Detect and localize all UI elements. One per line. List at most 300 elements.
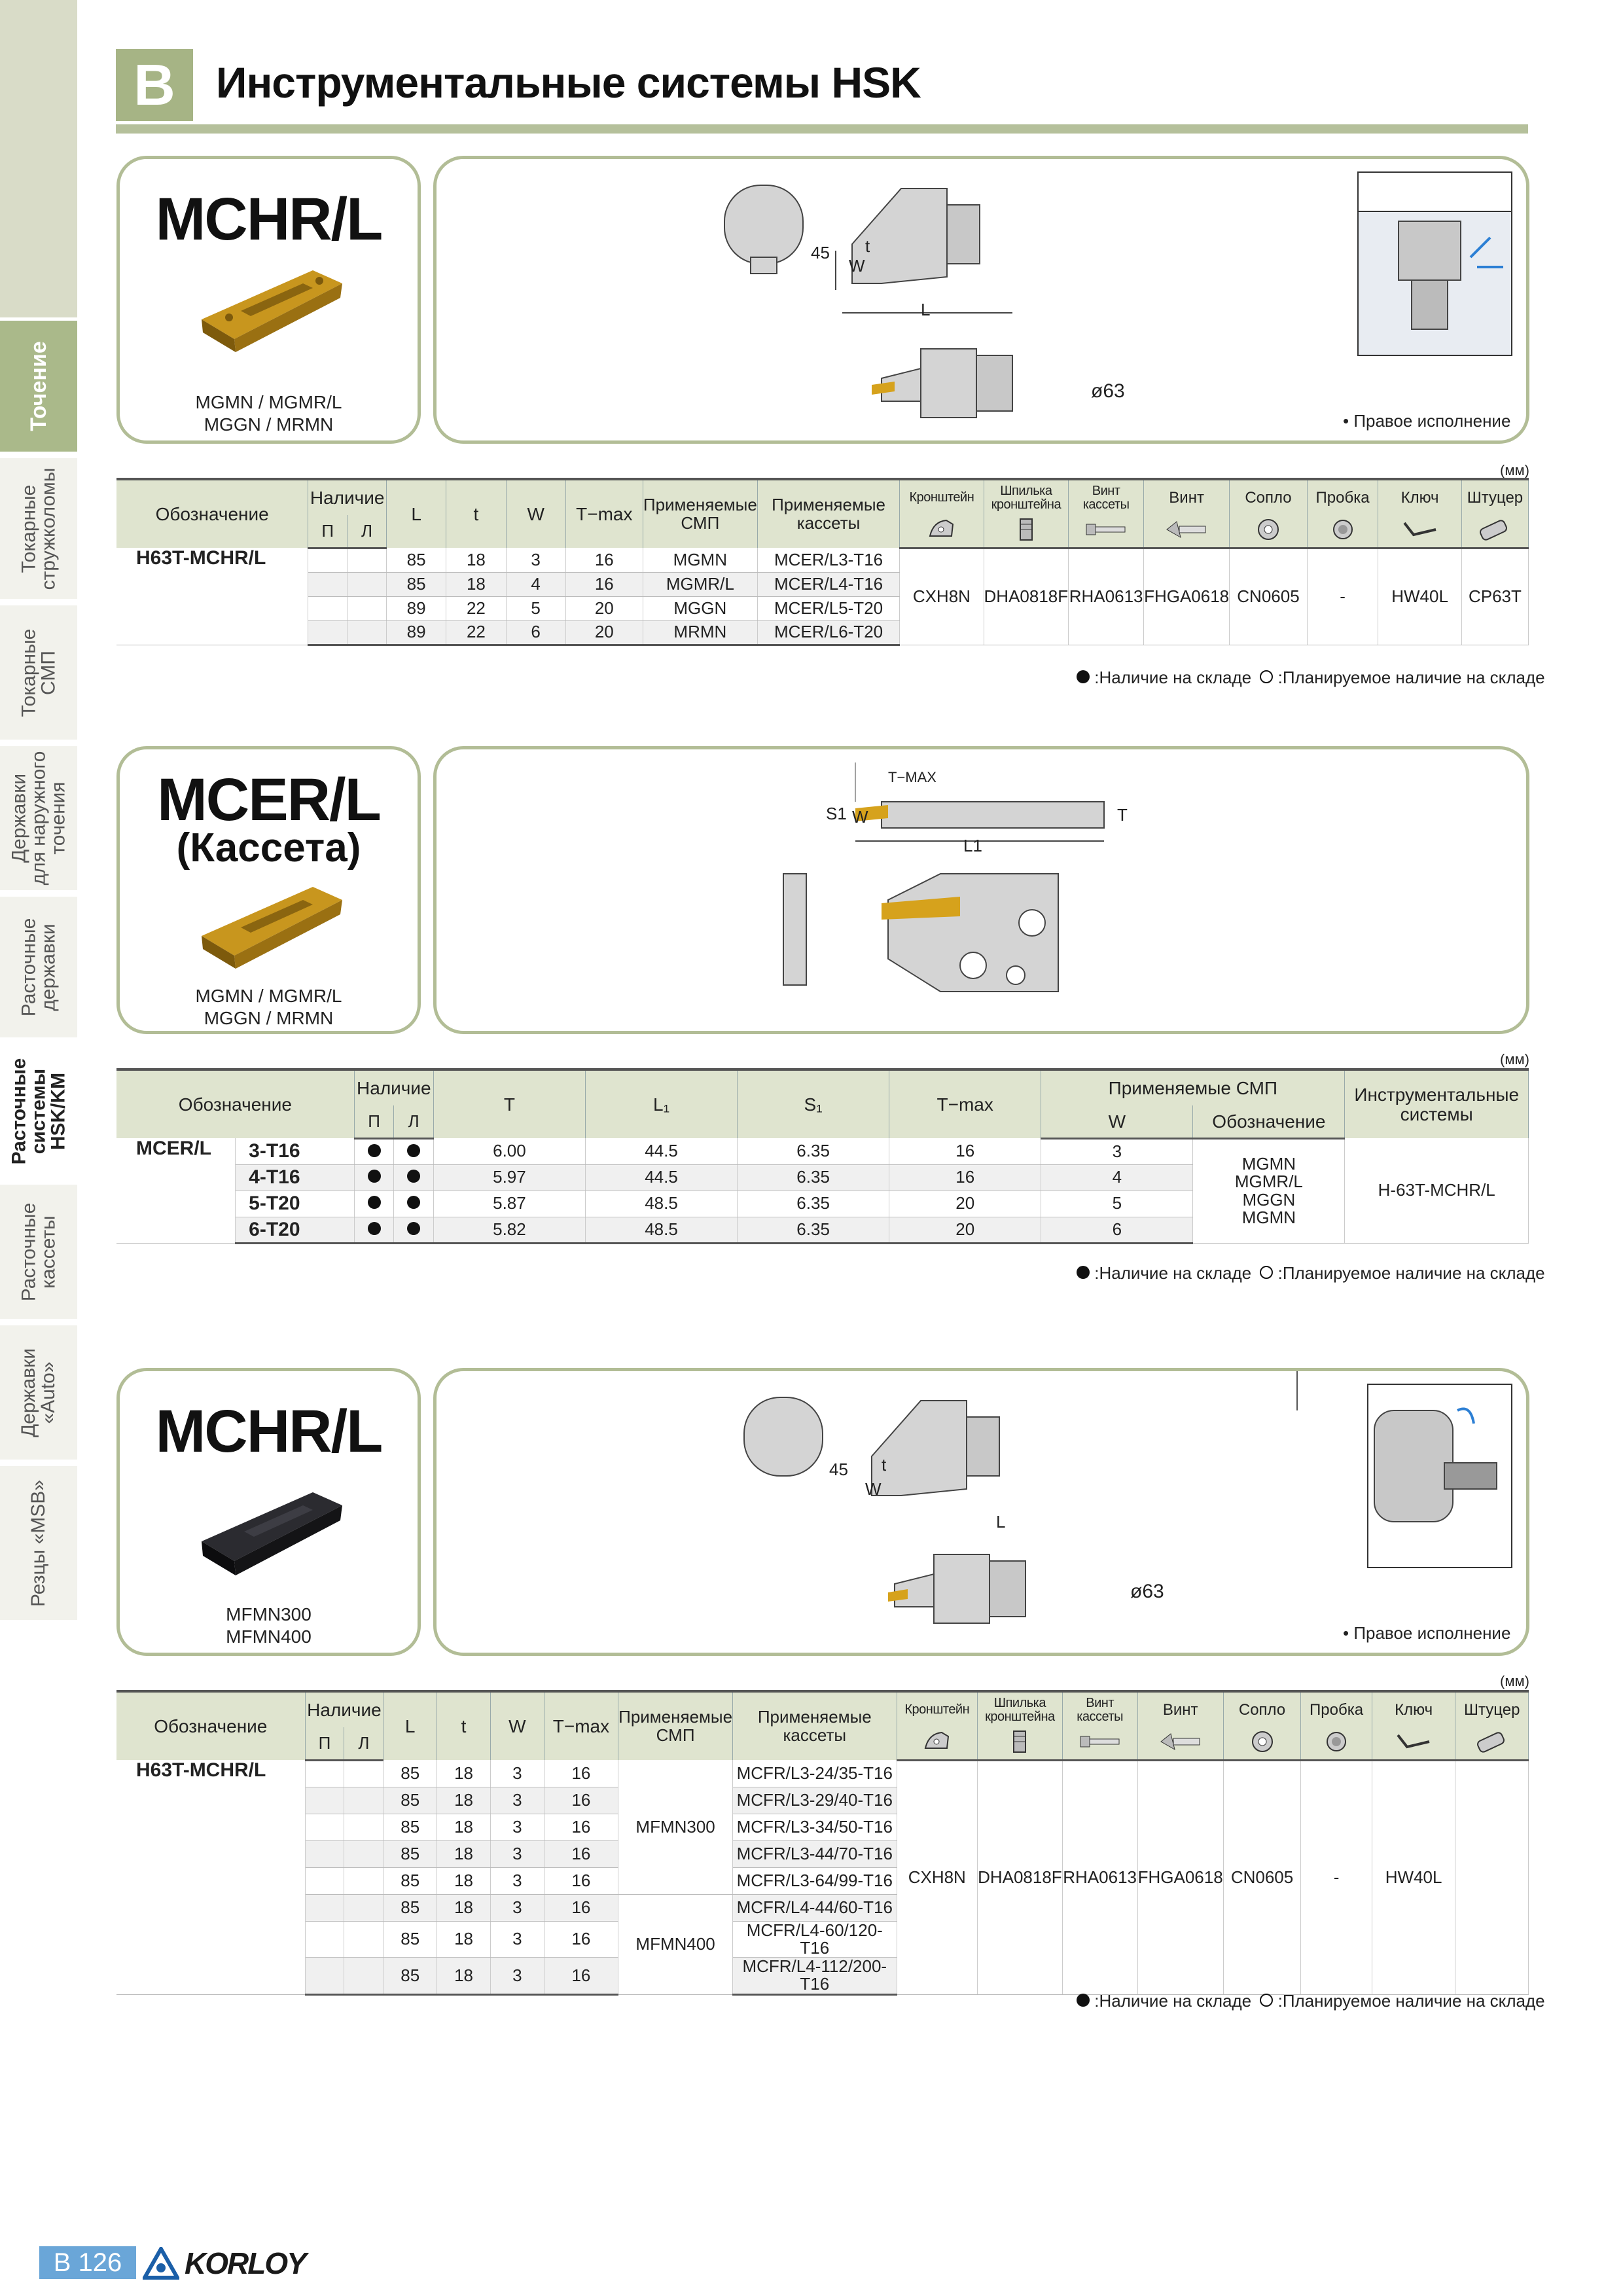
cell-cassette: MCER/L6-T20	[757, 620, 899, 645]
stud-icon	[984, 515, 1069, 548]
col-avail-p: П	[354, 1105, 394, 1138]
in-stock-icon	[407, 1222, 420, 1235]
avail-p-cell	[305, 1787, 344, 1814]
plug-icon	[1301, 1727, 1372, 1760]
cell-smp: MRMN	[643, 620, 757, 645]
col-availability: Наличие	[308, 479, 387, 515]
dim-diameter: ø63	[1130, 1581, 1164, 1602]
stock-legend	[1077, 1991, 1545, 2011]
cell-W: 4	[1041, 1164, 1193, 1191]
cell-cassette: MCFR/L3-34/50-T16	[733, 1814, 897, 1840]
key-icon	[1372, 1727, 1455, 1760]
dim-s1: S1	[826, 804, 847, 823]
avail-l-cell	[348, 620, 387, 645]
sidebar-item-label: Державки для наружного точения	[8, 751, 69, 886]
col-avail-p: П	[308, 515, 348, 548]
col-w: W	[1041, 1105, 1193, 1138]
product-name: MCHR/L	[155, 1398, 382, 1465]
avail-l-cell	[344, 1787, 383, 1814]
page-title: Инструментальные системы HSK	[216, 58, 921, 107]
tool-drawing	[437, 1371, 1526, 1653]
product-name: MCER/L	[157, 766, 380, 833]
availability-cell	[354, 1217, 394, 1243]
dim-l: L	[921, 300, 931, 319]
cell-W: 3	[490, 1787, 544, 1814]
in-stock-icon	[368, 1144, 381, 1157]
cell-L: 85	[383, 1840, 437, 1867]
cell-T: 6.00	[433, 1138, 585, 1164]
cell-tmax: 16	[544, 1787, 618, 1814]
part-screw: FHGA0618	[1144, 548, 1230, 645]
product-card-mchr	[116, 156, 421, 444]
part-plug: -	[1307, 548, 1378, 645]
nozzle-icon	[1223, 1727, 1301, 1760]
cell-code: 3-T16	[236, 1138, 355, 1164]
dim-t: T	[1117, 805, 1128, 825]
col-t: t	[446, 479, 506, 548]
legend-planned: :Планируемое наличие на складе	[1277, 1263, 1545, 1283]
in-stock-icon	[407, 1170, 420, 1183]
cell-S1: 6.35	[738, 1191, 889, 1217]
col-screw: Винт	[1137, 1691, 1223, 1727]
cell-t: 18	[437, 1867, 491, 1894]
avail-l-cell	[344, 1867, 383, 1894]
insert-caption-line: MGMN / MGMR/L	[195, 392, 342, 412]
col-S1: S₁	[738, 1069, 889, 1138]
designation-cell: H63T-MCHR/L	[116, 1760, 305, 1994]
avail-l-cell	[344, 1840, 383, 1867]
legend-planned: :Планируемое наличие на складе	[1277, 1991, 1545, 2011]
fitting-icon	[1461, 515, 1528, 548]
section-badge: B	[116, 49, 193, 121]
col-key: Ключ	[1372, 1691, 1455, 1727]
col-cassette-screw: Винт кассеты	[1069, 479, 1144, 515]
sidebar-item-7[interactable]	[0, 1466, 77, 1623]
sidebar-item-5[interactable]	[0, 1185, 77, 1322]
avail-p-cell	[308, 548, 348, 572]
side-navigation	[0, 0, 77, 1623]
col-fitting: Штуцер	[1455, 1691, 1529, 1727]
insert-caption-line: MFMN400	[226, 1626, 312, 1647]
insert-image-dark	[188, 1476, 352, 1581]
drawing-panel-mchr-2	[433, 1368, 1529, 1656]
cell-tmax: 16	[544, 1958, 618, 1995]
cell-S1: 6.35	[738, 1217, 889, 1243]
avail-p-cell	[305, 1867, 344, 1894]
dim-w: W	[849, 256, 865, 276]
product-card-mcer	[116, 746, 421, 1034]
dim-t: t	[882, 1455, 887, 1475]
cell-S1: 6.35	[738, 1164, 889, 1191]
availability-cell	[354, 1138, 394, 1164]
in-stock-icon	[407, 1144, 420, 1157]
availability-cell	[354, 1191, 394, 1217]
cell-T: 5.97	[433, 1164, 585, 1191]
insert-caption-line: MGGN / MRMN	[204, 414, 334, 435]
cell-cassette: MCFR/L4-112/200-T16	[733, 1958, 897, 1995]
product-name: MCHR/L	[155, 186, 382, 253]
col-bracket: Кронштейн	[897, 1691, 978, 1727]
insert-caption	[120, 985, 418, 1030]
part-key: HW40L	[1378, 548, 1462, 645]
part-stud: DHA0818F	[984, 548, 1069, 645]
cell-L: 85	[383, 1787, 437, 1814]
cell-L1: 44.5	[585, 1164, 737, 1191]
avail-p-cell	[305, 1814, 344, 1840]
right-hand-note: • Правое исполнение	[1343, 1623, 1511, 1643]
part-cassette_screw: RHA0613	[1062, 1760, 1137, 1994]
avail-l-cell	[344, 1760, 383, 1787]
cell-W: 3	[490, 1814, 544, 1840]
cell-code: 4-T16	[236, 1164, 355, 1191]
stud-icon	[978, 1727, 1063, 1760]
page-number: B 126	[39, 2246, 136, 2279]
bracket-icon	[900, 515, 984, 548]
in-stock-icon	[1077, 1994, 1090, 2007]
cell-tmax: 16	[565, 548, 643, 572]
cell-cassette: MCER/L3-T16	[757, 548, 899, 572]
cell-L: 85	[383, 1921, 437, 1958]
cell-tmax: 20	[889, 1191, 1041, 1217]
avail-p-cell	[305, 1760, 344, 1787]
cell-L: 85	[383, 1814, 437, 1840]
korloy-logo-icon	[143, 2247, 179, 2280]
col-cassettes: Применяемые кассеты	[733, 1691, 897, 1760]
cell-T: 5.87	[433, 1191, 585, 1217]
screw-icon	[1062, 1727, 1137, 1760]
avail-l-cell	[344, 1894, 383, 1921]
cell-tmax: 20	[565, 620, 643, 645]
sidebar-item-0[interactable]	[0, 458, 77, 602]
header-rule	[116, 124, 1528, 134]
availability-cell	[394, 1138, 434, 1164]
cell-code: 5-T20	[236, 1191, 355, 1217]
cell-t: 18	[446, 572, 506, 596]
sidebar-item-3[interactable]	[0, 897, 77, 1041]
insert-image-gold	[188, 257, 352, 355]
cell-L: 85	[383, 1958, 437, 1995]
cell-W: 3	[490, 1921, 544, 1958]
cell-W: 3	[490, 1760, 544, 1787]
availability-cell	[394, 1217, 434, 1243]
legend-in-stock: :Наличие на складе	[1094, 668, 1252, 687]
sidebar-item-label: Расточные системы HSK/KM	[8, 1058, 69, 1164]
col-avail-l: Л	[394, 1105, 434, 1138]
cell-L: 85	[386, 572, 446, 596]
cell-L: 85	[383, 1867, 437, 1894]
insert-caption-line: MGMN / MGMR/L	[195, 986, 342, 1006]
col-avail-l: Л	[344, 1727, 383, 1760]
dim-w: W	[865, 1479, 882, 1499]
smp-name: MGGN	[1242, 1189, 1296, 1210]
insert-caption	[120, 391, 418, 436]
cell-W: 5	[506, 596, 565, 620]
col-tmax: T−max	[889, 1069, 1041, 1138]
cell-cassette: MCFR/L4-60/120-T16	[733, 1921, 897, 1958]
cell-tmax: 16	[565, 572, 643, 596]
col-L: L	[386, 479, 446, 548]
cell-tmax: 16	[544, 1921, 618, 1958]
nozzle-icon	[1230, 515, 1308, 548]
cell-tmax: 16	[544, 1867, 618, 1894]
in-stock-icon	[1077, 670, 1090, 683]
smp-group: MFMN400	[618, 1894, 733, 1994]
availability-cell	[394, 1164, 434, 1191]
col-T: T	[433, 1069, 585, 1138]
cell-t: 18	[437, 1814, 491, 1840]
col-smp: Применяемые СМП	[618, 1691, 733, 1760]
cell-L: 85	[383, 1760, 437, 1787]
availability-cell	[394, 1191, 434, 1217]
insert-caption-line: MFMN300	[226, 1604, 312, 1624]
legend-in-stock: :Наличие на складе	[1094, 1263, 1252, 1283]
insert-caption	[120, 1604, 418, 1648]
cell-cassette: MCFR/L3-29/40-T16	[733, 1787, 897, 1814]
smp-group: MFMN300	[618, 1760, 733, 1894]
col-stud: Шпилька кронштейна	[984, 479, 1069, 515]
table-row	[116, 1138, 1529, 1164]
sidebar-item-label: Державки «Auto»	[18, 1348, 60, 1437]
sidebar-item-label: Расточные державки	[18, 918, 60, 1016]
smp-name: MGMR/L	[1234, 1172, 1303, 1192]
part-screw: FHGA0618	[1137, 1760, 1223, 1994]
in-stock-icon	[1077, 1266, 1090, 1279]
table-row	[116, 548, 1529, 572]
bracket-icon	[897, 1727, 978, 1760]
cell-t: 18	[437, 1894, 491, 1921]
cell-W: 6	[506, 620, 565, 645]
avail-p-cell	[305, 1958, 344, 1995]
cell-t: 22	[446, 620, 506, 645]
bolt-icon	[1144, 515, 1230, 548]
cell-W: 3	[490, 1958, 544, 1995]
avail-l-cell	[344, 1814, 383, 1840]
smp-names-cell	[1193, 1138, 1345, 1243]
cell-L: 85	[386, 548, 446, 572]
avail-p-cell	[308, 620, 348, 645]
dim-l1: L1	[963, 836, 982, 855]
cell-tmax: 20	[889, 1217, 1041, 1243]
avail-l-cell	[348, 572, 387, 596]
cell-W: 3	[490, 1867, 544, 1894]
cell-t: 18	[437, 1840, 491, 1867]
sidebar-item-label: Токарные стружколомы	[18, 467, 60, 590]
cell-tmax: 16	[889, 1138, 1041, 1164]
cell-t: 18	[437, 1760, 491, 1787]
col-fitting: Штуцер	[1461, 479, 1528, 515]
sidebar-item-2[interactable]	[0, 746, 77, 893]
insert-image-gold	[188, 874, 352, 972]
cell-smp: MGMN	[643, 548, 757, 572]
cell-cassette: MCER/L4-T16	[757, 572, 899, 596]
insert-caption-line: MGGN / MRMN	[204, 1008, 334, 1028]
bolt-icon	[1137, 1727, 1223, 1760]
unit-label: (мм)	[1500, 462, 1529, 478]
col-cassette-screw: Винт кассеты	[1062, 1691, 1137, 1727]
col-nozzle: Сопло	[1223, 1691, 1301, 1727]
part-nozzle: CN0605	[1230, 548, 1308, 645]
dim-45: 45	[829, 1460, 848, 1479]
smp-name: MGMN	[1241, 1153, 1296, 1174]
col-avail-p: П	[305, 1727, 344, 1760]
cell-tmax: 16	[544, 1894, 618, 1921]
cell-W: 3	[490, 1840, 544, 1867]
avail-l-cell	[344, 1921, 383, 1958]
spec-table-mchr	[116, 478, 1529, 646]
spec-table-mchr-2	[116, 1690, 1529, 1996]
avail-p-cell	[308, 572, 348, 596]
cell-tmax: 16	[544, 1840, 618, 1867]
sidebar-item-label: Точение	[26, 341, 52, 431]
cell-W: 3	[490, 1894, 544, 1921]
cell-cassette: MCFR/L3-64/99-T16	[733, 1867, 897, 1894]
col-designation: Обозначение	[116, 479, 308, 548]
cell-T: 5.82	[433, 1217, 585, 1243]
brand-logo	[143, 2245, 306, 2282]
col-stud: Шпилька кронштейна	[978, 1691, 1063, 1727]
col-oboz: Обозначение	[1193, 1105, 1345, 1138]
cell-L1: 44.5	[585, 1138, 737, 1164]
stock-legend	[1077, 1263, 1545, 1283]
part-nozzle: CN0605	[1223, 1760, 1301, 1994]
cell-L1: 48.5	[585, 1191, 737, 1217]
cell-t: 18	[437, 1787, 491, 1814]
availability-cell	[354, 1164, 394, 1191]
planned-stock-icon	[1260, 1266, 1273, 1279]
cell-S1: 6.35	[738, 1138, 889, 1164]
col-systems: Инструментальные системы	[1345, 1069, 1529, 1138]
dim-diameter: ø63	[1091, 380, 1125, 402]
col-t: t	[437, 1691, 491, 1760]
planned-stock-icon	[1260, 670, 1273, 683]
sidebar-item-6[interactable]	[0, 1325, 77, 1463]
cell-t: 18	[437, 1921, 491, 1958]
tool-drawing	[437, 159, 1526, 440]
col-cassettes: Применяемые кассеты	[757, 479, 899, 548]
col-plug: Пробка	[1307, 479, 1378, 515]
avail-p-cell	[308, 596, 348, 620]
part-cassette_screw: RHA0613	[1069, 548, 1144, 645]
spec-table-mcer	[116, 1068, 1529, 1244]
cell-W: 3	[1041, 1138, 1193, 1164]
cell-smp: MGGN	[643, 596, 757, 620]
right-hand-note: • Правое исполнение	[1343, 411, 1511, 431]
sidebar-item-label: Резцы «MSB»	[27, 1479, 49, 1607]
planned-stock-icon	[1260, 1994, 1273, 2007]
dim-t: t	[865, 236, 870, 256]
cell-tmax: 16	[544, 1814, 618, 1840]
plug-icon	[1307, 515, 1378, 548]
col-smp: Применяемые СМП	[1041, 1069, 1345, 1105]
in-stock-icon	[368, 1196, 381, 1209]
cell-t: 18	[446, 548, 506, 572]
sidebar-item-turning[interactable]	[0, 321, 77, 455]
cell-W: 4	[506, 572, 565, 596]
sidebar-blank	[0, 0, 77, 321]
part-plug: -	[1301, 1760, 1372, 1994]
cell-cassette: MCFR/L3-24/35-T16	[733, 1760, 897, 1787]
avail-p-cell	[305, 1921, 344, 1958]
cell-cassette: MCFR/L3-44/70-T16	[733, 1840, 897, 1867]
part-fitting: CP63T	[1461, 548, 1528, 645]
cell-W: 5	[1041, 1191, 1193, 1217]
unit-label: (мм)	[1500, 1051, 1529, 1067]
group-cell: MCER/L	[116, 1138, 236, 1243]
product-card-mchr-2	[116, 1368, 421, 1656]
avail-l-cell	[344, 1958, 383, 1995]
drawing-panel-mcer	[433, 746, 1529, 1034]
dim-45: 45	[811, 243, 830, 262]
cell-code: 6-T20	[236, 1217, 355, 1243]
col-availability: Наличие	[305, 1691, 383, 1727]
screw-icon	[1069, 515, 1144, 548]
col-designation: Обозначение	[116, 1069, 354, 1138]
part-bracket: CXH8N	[900, 548, 984, 645]
brand-name: KORLOY	[185, 2246, 306, 2280]
cell-t: 22	[446, 596, 506, 620]
smp-name: MGMN	[1241, 1207, 1296, 1227]
avail-l-cell	[348, 548, 387, 572]
in-stock-icon	[368, 1170, 381, 1183]
table-row	[116, 1760, 1529, 1787]
col-bracket: Кронштейн	[900, 479, 984, 515]
legend-in-stock: :Наличие на складе	[1094, 1991, 1252, 2011]
avail-p-cell	[305, 1840, 344, 1867]
cell-L1: 48.5	[585, 1217, 737, 1243]
cassette-drawing	[437, 749, 1526, 1031]
col-tmax: T−max	[565, 479, 643, 548]
part-key: HW40L	[1372, 1760, 1455, 1994]
cell-W: 6	[1041, 1217, 1193, 1243]
col-plug: Пробка	[1301, 1691, 1372, 1727]
cell-L: 89	[386, 620, 446, 645]
sidebar-item-label: Токарные СМП	[18, 628, 60, 717]
in-stock-icon	[407, 1196, 420, 1209]
product-subtitle: (Кассета)	[176, 825, 361, 870]
drawing-panel-mchr	[433, 156, 1529, 444]
col-W: W	[506, 479, 565, 548]
dim-l: L	[996, 1512, 1006, 1532]
col-designation: Обозначение	[116, 1691, 305, 1760]
avail-p-cell	[305, 1894, 344, 1921]
cell-smp: MGMR/L	[643, 572, 757, 596]
designation-cell: H63T-MCHR/L	[116, 548, 308, 645]
cell-L: 89	[386, 596, 446, 620]
col-W: W	[490, 1691, 544, 1760]
cell-tmax: 16	[889, 1164, 1041, 1191]
col-key: Ключ	[1378, 479, 1462, 515]
stock-legend	[1077, 668, 1545, 688]
part-stud: DHA0818F	[978, 1760, 1063, 1994]
cell-tmax: 16	[544, 1760, 618, 1787]
legend-planned: :Планируемое наличие на складе	[1277, 668, 1545, 687]
avail-l-cell	[348, 596, 387, 620]
cell-W: 3	[506, 548, 565, 572]
sidebar-item-4[interactable]	[0, 1044, 77, 1181]
cell-cassette: MCFR/L4-44/60-T16	[733, 1894, 897, 1921]
key-icon	[1378, 515, 1462, 548]
cell-t: 18	[437, 1958, 491, 1995]
col-screw: Винт	[1144, 479, 1230, 515]
in-stock-icon	[368, 1222, 381, 1235]
col-avail-l: Л	[348, 515, 387, 548]
col-availability: Наличие	[354, 1069, 433, 1105]
unit-label: (мм)	[1500, 1673, 1529, 1689]
part-bracket: CXH8N	[897, 1760, 978, 1994]
col-nozzle: Сопло	[1230, 479, 1308, 515]
sidebar-item-1[interactable]	[0, 605, 77, 743]
dim-tmax: T−MAX	[888, 769, 936, 785]
